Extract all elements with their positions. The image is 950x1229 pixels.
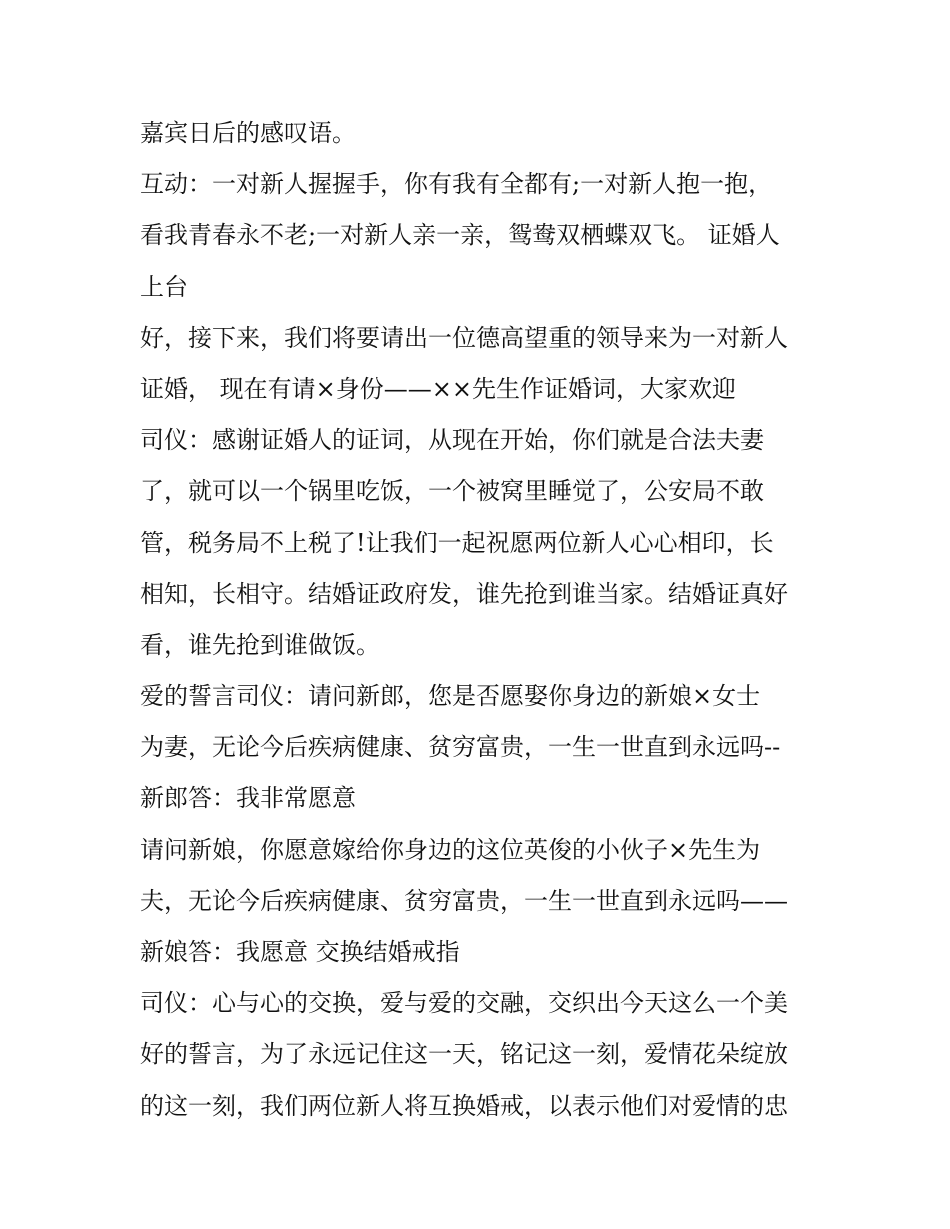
text-line: 看我青春永不老;一对新人亲一亲，鸳鸯双栖蝶双飞。 证婚人 [140,221,780,250]
text-line: 夫，无论今后疾病健康、贫穷富贵，一生一世直到永远吗—— [140,886,788,915]
text-line: 爱的誓言司仪：请问新郎，您是否愿娶你身边的新娘×女士 [140,682,761,711]
text-line: 证婚， 现在有请×身份——××先生作证婚词，大家欢迎 [140,374,736,403]
document-body [140,108,830,1132]
text-line: 相知，长相守。结婚证政府发，谁先抢到谁当家。结婚证真好 [140,579,788,608]
text-line: 司仪：感谢证婚人的证词，从现在开始，你们就是合法夫妻 [140,426,764,455]
text-line: 新郎答：我非常愿意 [140,784,356,813]
text-line: 司仪：心与心的交换，爱与爱的交融，交织出今天这么一个美 [140,989,788,1018]
text-line: 看，谁先抢到谁做饭。 [140,630,380,659]
text-line: 互动：一对新人握握手，你有我有全都有;一对新人抱一抱， [140,170,773,199]
text-line: 的这一刻，我们两位新人将互换婚戒，以表示他们对爱情的忠 [140,1091,788,1120]
text-line: 请问新娘，你愿意嫁给你身边的这位英俊的小伙子×先生为 [140,835,761,864]
text-line: 嘉宾日后的感叹语。 [140,119,356,147]
text-line: 新娘答：我愿意 交换结婚戒指 [140,938,460,966]
text-line: 好的誓言，为了永远记住这一天，铭记这一刻，爱情花朵绽放 [140,1040,788,1069]
text-line: 为妻，无论今后疾病健康、贫穷富贵，一生一世直到永远吗-- [140,733,781,762]
text-line: 了，就可以一个锅里吃饭，一个被窝里睡觉了，公安局不敢 [140,477,764,506]
text-line: 好，接下来，我们将要请出一位德高望重的领导来为一对新人 [140,323,788,352]
text-line: 上台 [140,272,188,301]
text-line: 管，税务局不上税了!让我们一起祝愿两位新人心心相印，长 [140,528,774,557]
